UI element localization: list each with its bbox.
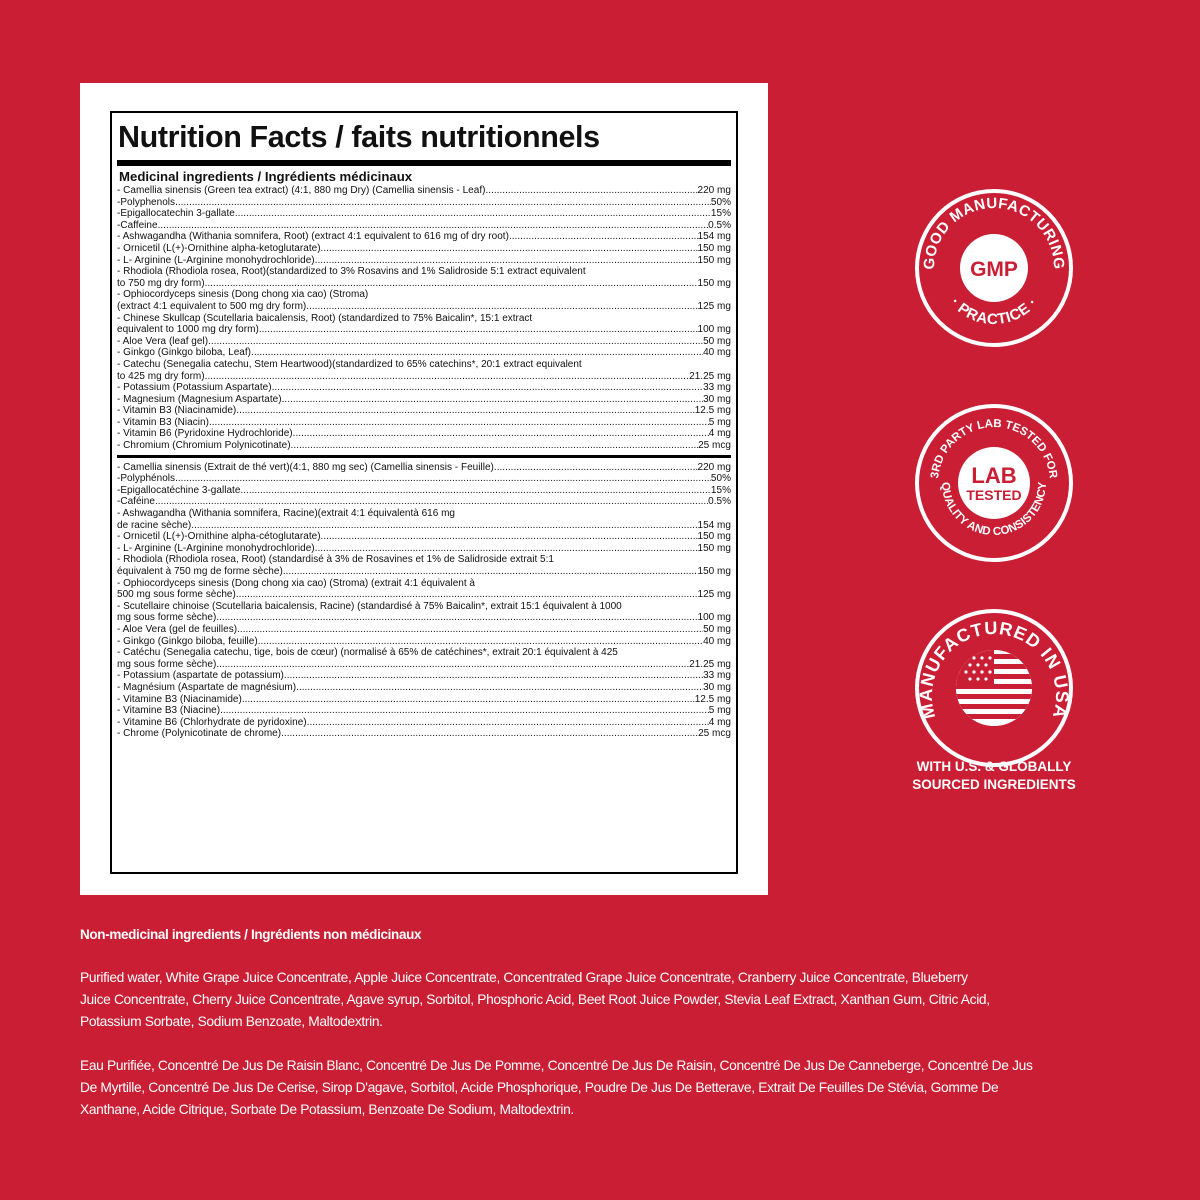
ingredient-amount: 40 mg bbox=[703, 347, 731, 359]
dot-leader bbox=[284, 670, 703, 682]
lab-ring-top: 3RD PARTY LAB TESTED FOR bbox=[929, 417, 1059, 480]
nm-english-line: Purified water, White Grape Juice Concentrate, Apple Juice Concentrate, Concentrated Grape Juice Concentrate, Cranberry Juice Concentrate, Blueberry bbox=[80, 970, 968, 985]
ingredient-amount: 100 mg bbox=[697, 324, 731, 336]
ingredient-row bbox=[117, 255, 731, 267]
ingredient-row bbox=[117, 394, 731, 406]
made-in-usa-badge-icon bbox=[914, 608, 1074, 768]
ingredient-row bbox=[117, 612, 731, 624]
ingredient-name: - L- Arginine (L-Arginine monohydrochloride) bbox=[117, 254, 315, 266]
ingredient-name: -Epigallocatechin 3-gallate bbox=[117, 208, 235, 220]
ingredient-row bbox=[117, 694, 731, 706]
ingredient-line: - Chinese Skullcap (Scutellaria baicalensis, Root) (standardized to 75% Baicalin*, 15:1 extract bbox=[117, 312, 533, 324]
ingredient-row bbox=[117, 589, 731, 601]
ingredient-name: - Vitamine B3 (Niacinamide) bbox=[117, 693, 242, 705]
ingredient-name: - Vitamine B3 (Niacine) bbox=[117, 705, 221, 717]
ingredient-row bbox=[117, 336, 731, 348]
dot-leader bbox=[272, 382, 703, 394]
ingredient-row bbox=[117, 197, 731, 209]
ingredient-name: - Vitamin B3 (Niacin) bbox=[117, 416, 209, 428]
ingredient-name: - Camellia sinensis (Extrait de thé vert)(4:1, 880 mg sec) (Camellia sinensis - Feuille) bbox=[117, 461, 494, 473]
dot-leader bbox=[209, 417, 709, 429]
ingredient-row bbox=[117, 624, 731, 636]
french-ingredient-list bbox=[117, 462, 731, 740]
dot-leader bbox=[235, 208, 711, 220]
ingredient-amount: 21.25 mg bbox=[689, 658, 731, 670]
ingredient-row bbox=[117, 473, 731, 485]
ingredient-line: - Ashwagandha (Withania somnifera, Racine)(extrait 4:1 équivalentà 616 mg bbox=[117, 508, 455, 520]
ingredient-amount: 125 mg bbox=[697, 300, 731, 312]
ingredient-name: to 425 mg dry form) bbox=[117, 370, 205, 382]
ingredient-row bbox=[117, 417, 731, 429]
non-medicinal-heading: Non-medicinal ingredients / Ingrédients non médicinaux bbox=[80, 927, 422, 942]
ingredient-row bbox=[117, 566, 731, 578]
dot-leader bbox=[306, 301, 697, 313]
ingredient-row bbox=[117, 371, 731, 383]
lab-center-line1: LAB bbox=[971, 463, 1017, 488]
ingredient-name: - Ornicetil (L(+)-Ornithine alpha-ketoglutarate) bbox=[117, 242, 321, 254]
nm-english-line: Potassium Sorbate, Sodium Benzoate, Maltodextrin. bbox=[80, 1014, 383, 1029]
ingredient-amount: 40 mg bbox=[703, 635, 731, 647]
dot-leader bbox=[258, 636, 703, 648]
ingredient-amount: 154 mg bbox=[697, 231, 731, 243]
ingredient-amount: 25 mcg bbox=[698, 440, 731, 452]
nutrition-panel bbox=[80, 83, 768, 895]
ingredient-row bbox=[117, 717, 731, 729]
dot-leader bbox=[216, 612, 697, 624]
dot-leader bbox=[208, 336, 703, 348]
nm-french-line: Eau Purifiée, Concentré De Jus De Raisin Blanc, Concentré De Jus De Pomme, Concentré De Jus De Raisin, Concentré De Jus De Canneberge, Concentré De Jus bbox=[80, 1058, 1033, 1073]
thick-rule bbox=[117, 160, 731, 166]
ingredient-row bbox=[117, 301, 731, 313]
ingredient-line: - Catéchu (Senegalia catechu, tige, bois de cœur) (normalisé à 65% de catéchines*, extrait 20:1 équivalent à 425 bbox=[117, 647, 618, 659]
ingredient-row bbox=[117, 520, 731, 532]
ingredient-amount: 15% bbox=[710, 484, 731, 496]
gmp-ring-top: GOOD MANUFACTURING bbox=[920, 194, 1068, 271]
dot-leader bbox=[281, 728, 698, 740]
dot-leader bbox=[175, 473, 711, 485]
usa-badge-graphic bbox=[914, 608, 1074, 768]
dot-leader bbox=[291, 440, 699, 452]
ingredient-name: -Caffeine bbox=[117, 219, 158, 231]
gmp-badge-graphic bbox=[914, 188, 1074, 348]
ingredient-line: - Rhodiola (Rhodiola rosea, Root) (standardisé à 3% de Rosavines et 1% de Salidroside extrait 5:1 bbox=[117, 554, 554, 566]
dot-leader bbox=[282, 394, 703, 406]
dot-leader bbox=[158, 220, 709, 232]
ingredient-name: de racine sèche) bbox=[117, 519, 192, 531]
dot-leader bbox=[509, 231, 698, 243]
nm-french-line: De Myrtille, Concentré De Jus De Cerise, Sirop D'agave, Sorbitol, Acide Phosphorique, Poudre De Jus De Betterave, Extrait De Feuilles De Stévia, Gomme De bbox=[80, 1080, 999, 1095]
ingredient-amount: 100 mg bbox=[697, 612, 731, 624]
ingredient-row bbox=[117, 185, 731, 197]
ingredient-name: - L- Arginine (L-Arginine monohydrochloride) bbox=[117, 542, 315, 554]
ingredient-amount: 220 mg bbox=[697, 185, 731, 196]
dot-leader bbox=[216, 659, 689, 671]
ingredient-row bbox=[117, 531, 731, 543]
ingredient-line: - Ophiocordyceps sinesis (Dong chong xia cao) (Stroma) bbox=[117, 289, 369, 301]
ingredient-amount: 0.5% bbox=[708, 496, 731, 508]
ingredient-row bbox=[117, 405, 731, 417]
dot-leader bbox=[236, 405, 694, 417]
lab-ring-bottom: QUALITY AND CONSISTENCY bbox=[938, 481, 1050, 539]
non-medicinal-french bbox=[80, 1055, 1140, 1121]
ingredient-row bbox=[117, 728, 731, 740]
ingredient-row bbox=[117, 243, 731, 255]
ingredient-name: - Ginkgo (Ginkgo biloba, Leaf) bbox=[117, 347, 252, 359]
ingredient-row bbox=[117, 659, 731, 671]
ingredient-name: -Polyphenols bbox=[117, 196, 176, 208]
ingredient-name: - Ginkgo (Ginkgo biloba, feuille) bbox=[117, 635, 258, 647]
medicinal-ingredients-heading: Medicinal ingredients / Ingrédients médicinaux bbox=[119, 169, 413, 184]
ingredient-amount: 25 mcg bbox=[698, 728, 731, 740]
ingredient-row bbox=[117, 231, 731, 243]
dot-leader bbox=[259, 324, 698, 336]
ingredient-row bbox=[117, 382, 731, 394]
ingredient-name: -Caféine bbox=[117, 496, 155, 508]
dot-leader bbox=[237, 624, 703, 636]
ingredient-line: - Rhodiola (Rhodiola rosea, Root)(standardized to 3% Rosavins and 1% Salidroside 5:1 extract equivalent bbox=[117, 266, 586, 278]
ingredient-row bbox=[117, 543, 731, 555]
ingredient-amount: 50 mg bbox=[703, 335, 731, 347]
dot-leader bbox=[283, 566, 698, 578]
ingredient-name: - Potassium (Potassium Aspartate) bbox=[117, 382, 272, 394]
lab-badge-graphic bbox=[914, 403, 1074, 563]
lab-center-line2: TESTED bbox=[966, 487, 1022, 503]
non-medicinal-section bbox=[80, 926, 1140, 1143]
ingredient-name: mg sous forme sèche) bbox=[117, 612, 217, 624]
ingredient-amount: 5 mg bbox=[708, 416, 731, 428]
ingredient-name: mg sous forme sèche) bbox=[117, 658, 217, 670]
ingredient-name: - Ashwagandha (Withania somnifera, Root) (extract 4:1 equivalent to 616 mg of dry root) bbox=[117, 231, 509, 243]
ingredient-name: (extract 4:1 equivalent to 500 mg dry form) bbox=[117, 300, 307, 312]
dot-leader bbox=[175, 197, 711, 209]
usa-caption bbox=[868, 758, 1120, 794]
lab-tested-badge-icon bbox=[914, 403, 1074, 563]
usa-caption-line2: SOURCED INGREDIENTS bbox=[912, 777, 1076, 792]
ingredient-amount: 50% bbox=[710, 196, 731, 208]
ingredient-row bbox=[117, 485, 731, 497]
gmp-center-text: GMP bbox=[970, 258, 1018, 281]
ingredient-row bbox=[117, 496, 731, 508]
ingredient-name: - Chromium (Chromium Polynicotinate) bbox=[117, 440, 291, 452]
dot-leader bbox=[240, 485, 711, 497]
ingredient-row bbox=[117, 208, 731, 220]
non-medicinal-english bbox=[80, 967, 1140, 1033]
ingredient-name: - Potassium (aspartate de potassium) bbox=[117, 670, 284, 682]
ingredient-name: - Magnesium (Magnesium Aspartate) bbox=[117, 393, 282, 405]
ingredient-name: 500 mg sous forme sèche) bbox=[117, 589, 236, 601]
ingredient-amount: 150 mg bbox=[697, 566, 731, 577]
dot-leader bbox=[296, 682, 703, 694]
dot-leader bbox=[307, 717, 709, 729]
ingredient-name: -Polyphénols bbox=[117, 473, 176, 485]
ingredient-amount: 50 mg bbox=[703, 623, 731, 635]
ingredient-name: - Aloe Vera (gel de feuilles) bbox=[117, 623, 238, 635]
ingredient-row bbox=[117, 636, 731, 648]
ingredient-amount: 4 mg bbox=[708, 428, 731, 440]
ingredient-name: - Camellia sinensis (Green tea extract) (4:1, 880 mg Dry) (Camellia sinensis - Leaf) bbox=[117, 185, 486, 196]
ingredient-name: - Vitamin B3 (Niacinamide) bbox=[117, 405, 237, 417]
ingredient-name: -Epigallocatéchine 3-gallate bbox=[117, 484, 241, 496]
ingredient-amount: 30 mg bbox=[703, 393, 731, 405]
dot-leader bbox=[321, 531, 698, 543]
dot-leader bbox=[321, 243, 698, 255]
ingredient-amount: 154 mg bbox=[697, 519, 731, 531]
ingredient-amount: 21.25 mg bbox=[689, 370, 731, 382]
ingredient-row bbox=[117, 705, 731, 717]
dot-leader bbox=[242, 694, 695, 706]
ingredient-amount: 220 mg bbox=[697, 461, 731, 473]
ingredient-row bbox=[117, 220, 731, 232]
ingredient-amount: 33 mg bbox=[703, 670, 731, 682]
ingredient-row bbox=[117, 440, 731, 452]
ingredient-row bbox=[117, 428, 731, 440]
ingredient-amount: 4 mg bbox=[708, 716, 731, 728]
ingredient-name: - Chrome (Polynicotinate de chrome) bbox=[117, 728, 282, 740]
dot-leader bbox=[155, 496, 708, 508]
gmp-badge-icon bbox=[914, 188, 1074, 348]
ingredient-row bbox=[117, 670, 731, 682]
ingredient-row bbox=[117, 462, 731, 474]
dot-leader bbox=[494, 462, 698, 474]
ingredient-line: - Ophiocordyceps sinesis (Dong chong xia cao) (Stroma) (extrait 4:1 équivalent à bbox=[117, 577, 475, 589]
ingredient-amount: 30 mg bbox=[703, 681, 731, 693]
ingredient-amount: 150 mg bbox=[697, 254, 731, 266]
ingredient-amount: 15% bbox=[710, 208, 731, 220]
ingredient-row bbox=[117, 682, 731, 694]
ingredient-amount: 0.5% bbox=[708, 219, 731, 231]
usa-caption-line1: WITH U.S. & GLOBALLY bbox=[916, 759, 1072, 774]
ingredient-name: equivalent to 1000 mg dry form) bbox=[117, 324, 259, 336]
dot-leader bbox=[236, 589, 698, 601]
nutrition-facts-box bbox=[110, 111, 738, 874]
ingredient-amount: 150 mg bbox=[697, 531, 731, 543]
dot-leader bbox=[293, 428, 709, 440]
ingredient-amount: 33 mg bbox=[703, 382, 731, 394]
nm-english-line: Juice Concentrate, Cherry Juice Concentrate, Agave syrup, Sorbitol, Phosphoric Acid, Beet Root Juice Powder, Stevia Leaf Extract, Xanthan Gum, Citric Acid, bbox=[80, 992, 990, 1007]
ingredient-line: - Catechu (Senegalia catechu, Stem Heartwood)(standardized to 65% catechins*, 20:1 extract equivalent bbox=[117, 358, 582, 370]
english-ingredient-list bbox=[117, 185, 731, 452]
ingredient-name: - Aloe Vera (leaf gel) bbox=[117, 335, 209, 347]
ingredient-amount: 50% bbox=[710, 473, 731, 485]
section-divider bbox=[117, 455, 731, 458]
ingredient-name: - Vitamin B6 (Pyridoxine Hydrochloride) bbox=[117, 428, 293, 440]
ingredient-name: équivalent à 750 mg de forme sèche) bbox=[117, 566, 283, 577]
dot-leader bbox=[205, 371, 690, 383]
ingredient-row bbox=[117, 347, 731, 359]
ingredient-name: to 750 mg dry form) bbox=[117, 277, 205, 289]
ingredient-amount: 150 mg bbox=[697, 242, 731, 254]
ingredient-name: - Ornicetil (L(+)-Ornithine alpha-cétoglutarate) bbox=[117, 531, 321, 543]
ingredient-name: - Magnésium (Aspartate de magnésium) bbox=[117, 681, 297, 693]
dot-leader bbox=[485, 185, 697, 197]
dot-leader bbox=[191, 520, 697, 532]
usa-ring-text: MANUFACTURED IN USA bbox=[915, 617, 1073, 722]
dot-leader bbox=[251, 347, 703, 359]
ingredient-amount: 12.5 mg bbox=[694, 405, 731, 417]
ingredient-amount: 125 mg bbox=[697, 589, 731, 601]
dot-leader bbox=[205, 278, 698, 290]
dot-leader bbox=[220, 705, 709, 717]
ingredient-row bbox=[117, 324, 731, 336]
gmp-ring-bottom: · PRACTICE · bbox=[946, 294, 1042, 329]
nm-french-line: Xanthane, Acide Citrique, Sorbate De Potassium, Benzoate De Sodium, Maltodextrin. bbox=[80, 1102, 574, 1117]
nutrition-facts-title: Nutrition Facts / faits nutritionnels bbox=[118, 120, 600, 154]
ingredient-amount: 5 mg bbox=[708, 705, 731, 717]
dot-leader bbox=[315, 543, 698, 555]
ingredient-name: - Vitamine B6 (Chlorhydrate de pyridoxine) bbox=[117, 716, 307, 728]
ingredient-line: - Scutellaire chinoise (Scutellaria baicalensis, Racine) (standardisé à 75% Baicalin*, extrait 15:1 équivalent à 1000 bbox=[117, 600, 622, 612]
ingredient-amount: 12.5 mg bbox=[694, 693, 731, 705]
dot-leader bbox=[315, 255, 698, 267]
ingredient-row bbox=[117, 278, 731, 290]
usa-flag-icon bbox=[956, 650, 1032, 726]
ingredient-amount: 150 mg bbox=[697, 542, 731, 554]
ingredient-amount: 150 mg bbox=[697, 277, 731, 289]
